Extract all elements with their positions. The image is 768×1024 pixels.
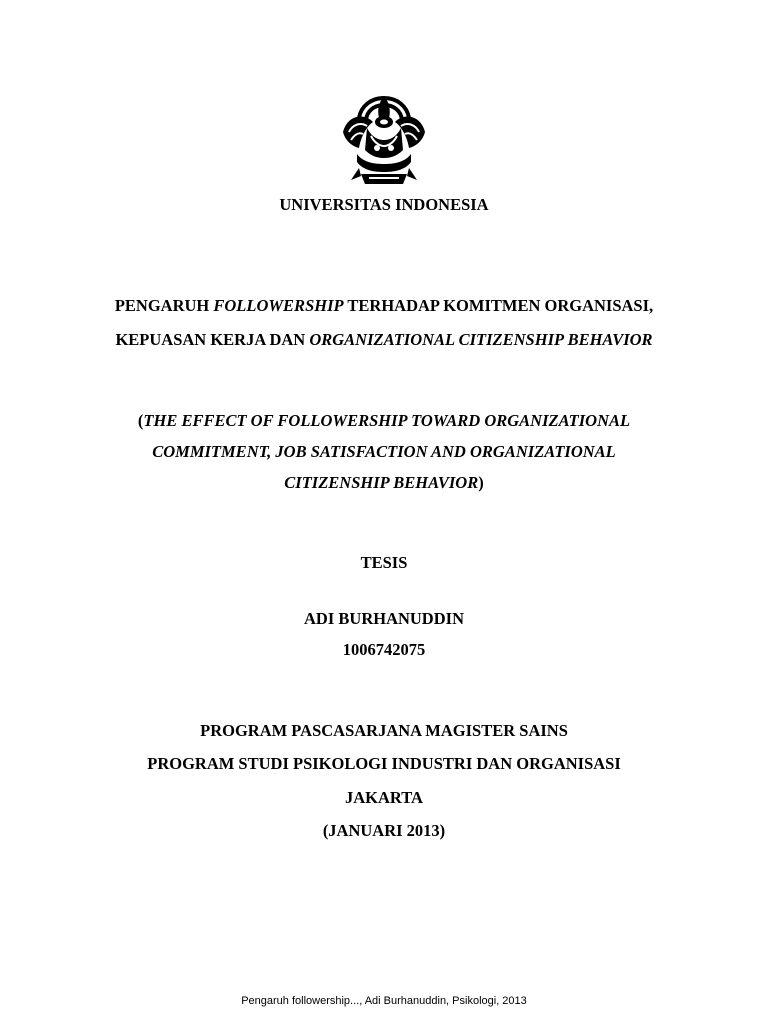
english-title-line-3 <box>0 473 768 493</box>
program-line-2: PROGRAM STUDI PSIKOLOGI INDUSTRI DAN ORGANISASI <box>147 754 621 773</box>
open-paren: ( <box>137 411 144 430</box>
program-city: JAKARTA <box>345 788 423 807</box>
title-italic-term: ORGANIZATIONAL CITIZENSHIP BEHAVIOR <box>309 330 653 349</box>
close-paren: ) <box>478 473 484 492</box>
english-title-text: CITIZENSHIP BEHAVIOR <box>284 473 479 492</box>
thesis-title-line-1 <box>0 296 768 316</box>
title-italic-term: FOLLOWERSHIP <box>213 296 344 315</box>
program-line-1: PROGRAM PASCASARJANA MAGISTER SAINS <box>200 721 568 740</box>
author-name: ADI BURHANUDDIN <box>304 609 464 628</box>
document-type: TESIS <box>360 553 408 572</box>
author-student-id: 1006742075 <box>342 640 426 659</box>
title-text: KEPUASAN KERJA DAN <box>115 330 310 349</box>
title-text: PENGARUH <box>114 296 214 315</box>
english-title-line-2: COMMITMENT, JOB SATISFACTION AND ORGANIZATIONAL <box>152 442 616 461</box>
program-date: (JANUARI 2013) <box>322 821 446 840</box>
makara-logo-icon <box>337 92 431 188</box>
university-name: UNIVERSITAS INDONESIA <box>279 195 489 214</box>
english-title-line-1 <box>0 411 768 431</box>
page-footer: Pengaruh followership..., Adi Burhanuddin, Psikologi, 2013 <box>241 995 527 1007</box>
thesis-title-line-2 <box>0 330 768 350</box>
english-title-text: THE EFFECT OF FOLLOWERSHIP TOWARD ORGANIZATIONAL <box>143 411 631 430</box>
title-text: TERHADAP KOMITMEN ORGANISASI, <box>343 296 654 315</box>
